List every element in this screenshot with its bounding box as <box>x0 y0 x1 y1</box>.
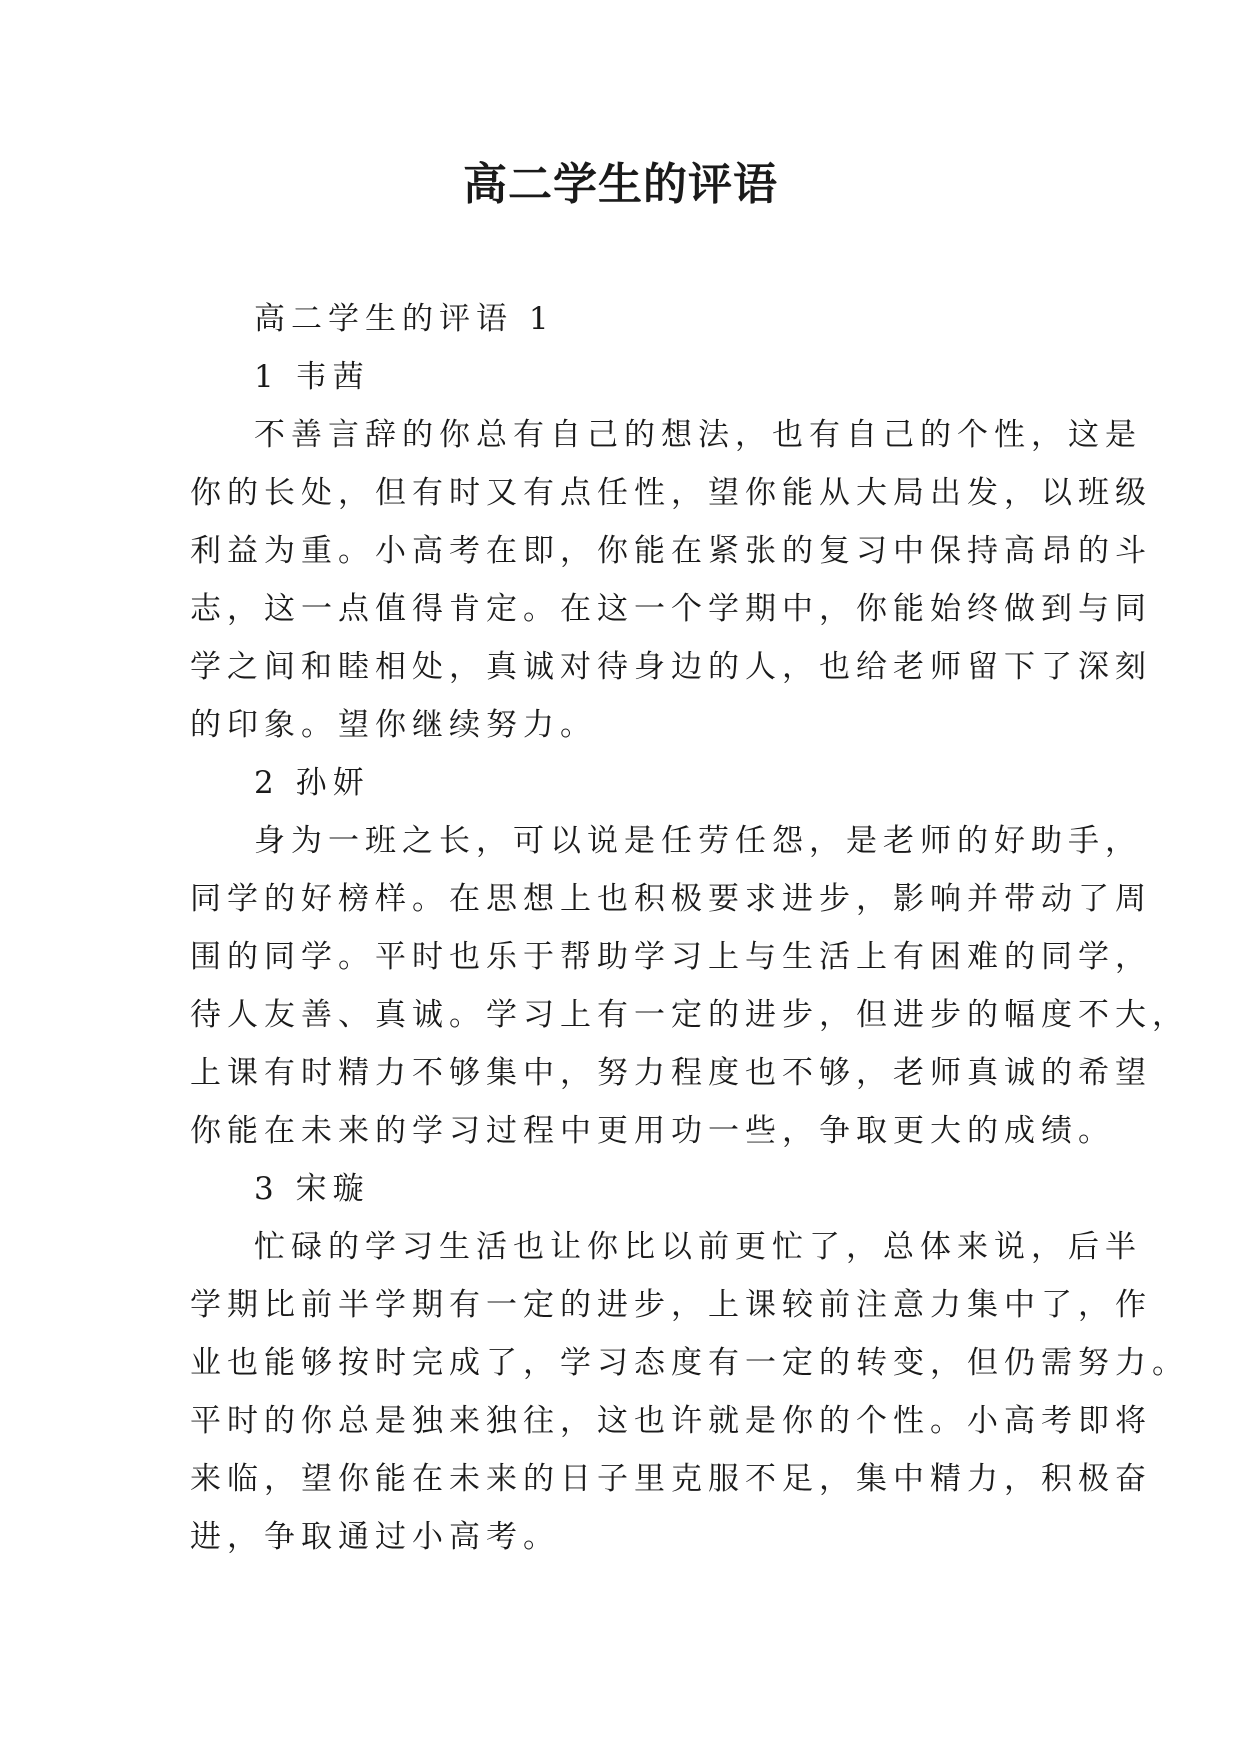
body-line: 待人友善、真诚。学习上有一定的进步，但进步的幅度不大， <box>190 997 1189 1033</box>
body-line: 身为一班之长，可以说是任劳任怨，是老师的好助手， <box>254 823 1142 859</box>
body-line: 学之间和睦相处，真诚对待身边的人，也给老师留下了深刻 <box>190 649 1152 685</box>
body-line: 的印象。望你继续努力。 <box>190 707 597 743</box>
body-line: 3 宋璇 <box>254 1171 370 1207</box>
body-line: 高二学生的评语 1 <box>254 301 555 337</box>
document-title: 高二学生的评语 <box>463 159 778 210</box>
body-line: 你的长处，但有时又有点任性，望你能从大局出发，以班级 <box>190 475 1152 511</box>
body-line: 来临，望你能在未来的日子里克服不足，集中精力，积极奋 <box>190 1461 1152 1497</box>
body-line: 不善言辞的你总有自己的想法，也有自己的个性，这是 <box>254 417 1142 453</box>
body-line: 志，这一点值得肯定。在这一个学期中，你能始终做到与同 <box>190 591 1152 627</box>
body-line: 围的同学。平时也乐于帮助学习上与生活上有困难的同学， <box>190 939 1152 975</box>
body-line: 2 孙妍 <box>254 765 370 801</box>
document-body <box>190 290 1189 1566</box>
body-line: 利益为重。小高考在即，你能在紧张的复习中保持高昂的斗 <box>190 533 1152 569</box>
body-line: 进，争取通过小高考。 <box>190 1519 560 1555</box>
body-line: 忙碌的学习生活也让你比以前更忙了，总体来说，后半 <box>254 1229 1142 1265</box>
body-line: 平时的你总是独来独往，这也许就是你的个性。小高考即将 <box>190 1403 1152 1439</box>
body-line: 同学的好榜样。在思想上也积极要求进步，影响并带动了周 <box>190 881 1152 917</box>
body-line: 你能在未来的学习过程中更用功一些，争取更大的成绩。 <box>190 1113 1115 1149</box>
body-line: 业也能够按时完成了，学习态度有一定的转变，但仍需努力。 <box>190 1345 1189 1381</box>
body-line: 1 韦茜 <box>254 359 370 395</box>
body-line: 上课有时精力不够集中，努力程度也不够，老师真诚的希望 <box>190 1055 1152 1091</box>
body-line: 学期比前半学期有一定的进步，上课较前注意力集中了，作 <box>190 1287 1152 1323</box>
